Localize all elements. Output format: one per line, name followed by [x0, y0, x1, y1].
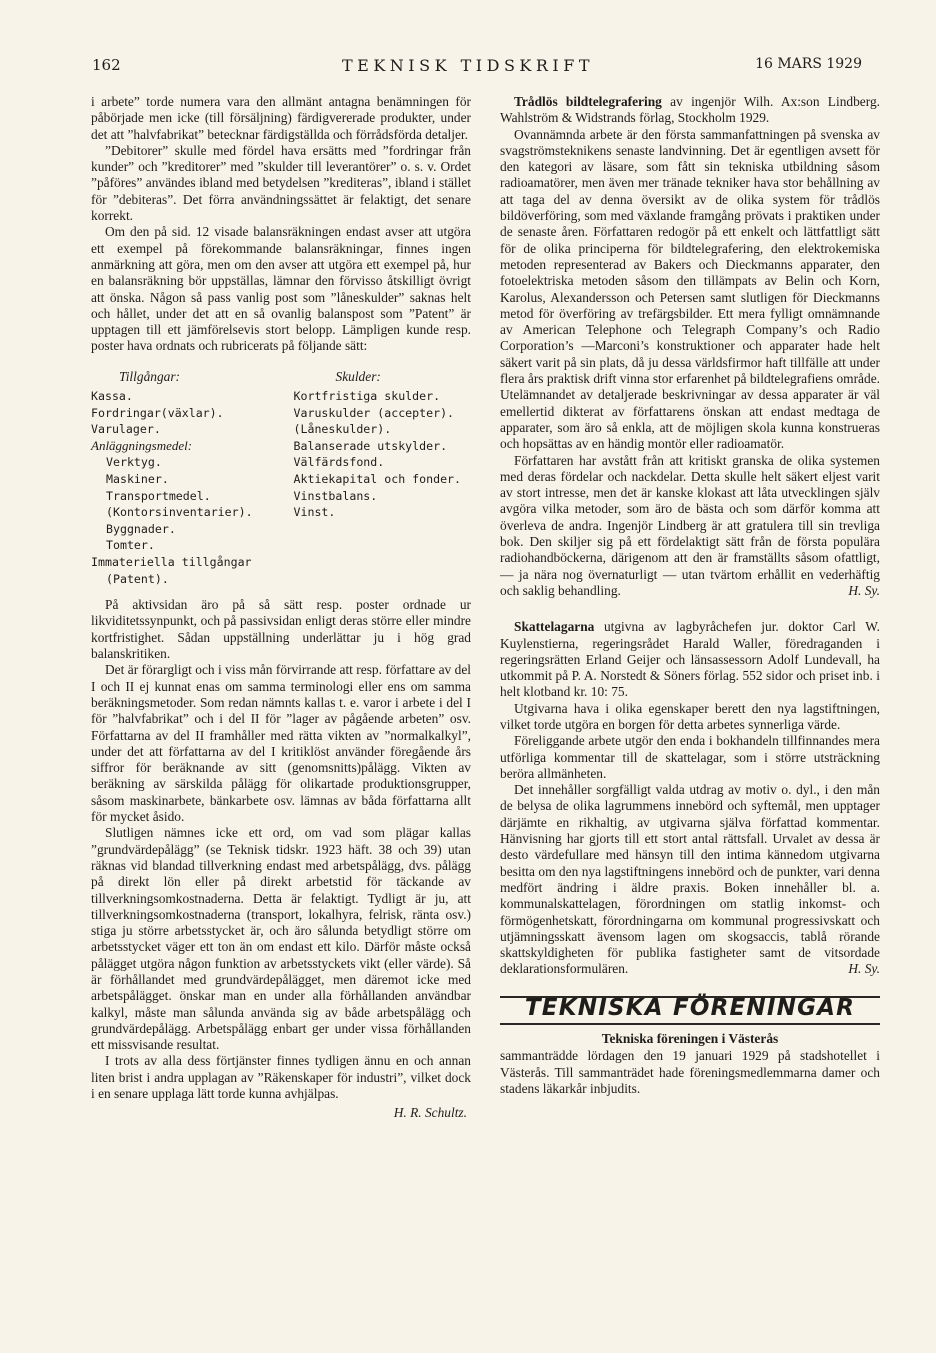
liability-item: Varuskulder (accepter). — [293, 405, 455, 420]
right-column — [500, 94, 880, 1097]
paragraph — [500, 453, 880, 600]
paragraph: sammanträdde lördagen den 19 januari 1929 på stadshotellet i Västerås. Till sammanträdet hade föreningsmedlemmarna damer och stadens läkarkår inbjudits. — [500, 1048, 880, 1096]
citation-text: av ingenjör Wilh. Ax:son Lindberg. Wahlström & Widstrands förlag, Stockholm 1929. — [500, 94, 880, 126]
liability-item: Vinstbalans. — [293, 488, 378, 503]
issue-date: 16 MARS 1929 — [755, 56, 862, 72]
asset-item: (Kontorsinventarier). — [106, 505, 253, 520]
paragraph: Det är förargligt och i viss mån förvirrande att resp. författare av del I och II ej kunnat enas om samma terminologi eller ens om samma beräkningsmetoder. Som redan nämnts kallas t. e. varor i arbete i del I för ”halvfabrikat” och i del II för ”lager av pågående arbeten” osv. Författarna av del II framhåller med rätta vikten av ”normalkalkyl”, under det att författarna av del I kritiklöst använder föregående års siffror för beräknande av sitt (genomsnitts)pålägg. Vikten av beräkning av särskilda pålägg för olikartade produktionsgrupper, såsom maskinarbete, bänkarbete osv. lämnas av båda författarna allt för mycket åsido. — [91, 662, 471, 825]
liability-item: Kortfristiga skulder. — [293, 389, 441, 404]
paragraph: Föreliggande arbete utgör den enda i bokhandeln tillfinnandes mera utförliga kommentar till de skattelagar, som i större utsträckning beröra allmänheten. — [500, 733, 880, 781]
paragraph: I trots av alla dess förtjänster finnes tydligen ännu en och annan liten brist i andra upplagan av ”Räkenskaper för industri”, vilket dock i en senare upplaga lätt torde kunna avhjälpas. — [91, 1053, 471, 1102]
liability-item: Aktiekapital och fonder. — [293, 472, 462, 487]
paragraph-text: Det innehåller sorgfälligt valda utdrag av motiv o. dyl., i den mån de belysa de olika lagrummens innebörd och syftemål, men upptager därjämte en rikhaltig, av utgivarna själva författad kommentar. Hänvisning har gjorts till ett stort antal rättsfall. Urvalet av dessa är desto värdefullare med hänsyn till den intima kännedom utgivarna besitta om den nya lagstiftningens innebörd och de punkter, vari denna medfört ändring i äldre praxis. Boken innehåller bl. a. kommunalskattelagen, förordningen om statlig inkomst- och förmögenhetskatt, förordningarna om kommunal progressivskatt och utjämningsskatt ävensom lagen om skogsaccis, tablå rörande skattskyldigheten för publika fastigheter samt de vitsordade deklarationsformulären. — [500, 782, 880, 977]
asset-item: Fordringar(växlar). — [91, 405, 224, 420]
paragraph: Utgivarna hava i olika egenskaper berett den nya lagstiftningen, vilket torde utgöra en borgen för detta arbetes synnerliga värde. — [500, 700, 880, 732]
paragraph-text: Författaren har avstått från att kritiskt granska de olika systemen med deras fördelar och nackdelar. Detta skulle helt säkert eljest varit av stort intresse, men det är kanske klokast att låta utvecklingen själv avgöra vilka metoder, som äro de bästa och som därför komma att överleva de andra. Ingenjör Lindberg är att gratulera till sin trevliga bok. Den skiljer sig på ett fördelaktigt sätt från de första populära radiohandböckerna, därigenom att den är framställts såsom ofattligt, — ja nära nog övernaturligt — utan tvärtom erhållit en vederhäftig och saklig behandling. — [500, 452, 880, 598]
paragraph: ”Debitorer” skulle med fördel hava ersätts med ”fordringar från kunder” och ”kreditorer” med ”skulder till leverantörer” o. s. v. Ordet ”påföres” användes ibland med betydelsen ”krediteras”, ibland i stället för ”debiteras”. Det förra användningssättet är felaktigt, det senare korrekt. — [91, 142, 471, 224]
asset-item: (Patent). — [106, 571, 169, 586]
paragraph: Om den på sid. 12 visade balansräkningen endast avser att utgöra ett exempel på förekommande balansräkningar, finnes ingen anmärkning att göra, men om den avser att utgöra ett exempel på, hur en balansräkning bör uppställas, lämnar den förvisso åtskilligt övrigt att önska. Någon så pass vanlig post som ”låneskulder” saknas helt och hållet, under det att en så ovanlig balanspost som ”Patent” är upptagen till ett jämförelsevis stort belopp. Lämpligen kunde resp. poster hava ordnats och rubricerats på följande sätt: — [91, 224, 471, 354]
asset-item: Varulager. — [91, 422, 161, 437]
liability-item: Balanserade utskylder. — [293, 438, 448, 453]
liabilities-heading: Skulder: — [335, 368, 381, 384]
paragraph — [500, 782, 880, 978]
journal-title: TEKNISK TIDSKRIFT — [342, 56, 594, 75]
assets-heading: Tillgångar: — [119, 368, 181, 384]
section-banner — [500, 996, 880, 1025]
asset-item: Transportmedel. — [106, 488, 211, 503]
asset-subheading: Anläggningsmedel: — [91, 437, 193, 453]
paragraph: Slutligen nämnes icke ett ord, om vad som plägar kallas ”grundvärdepålägg” (se Teknisk tidskr. 1923 häft. 38 och 39) utan räknas vid blandad tillverkning endast med arbetspålägg, dvs. pålägg på direkt lön eller på direkt arbetstid för täckande av tillverkningsomkostnaderna. Detta är felaktigt. Tydligt är ju, att tillverkningsomkostnaderna (transport, lokalhyra, felrisk, ränta osv.) stiga ju större arbetsstycket är, och äro sålunda betydligt större om arbetsstycket väger ett ton än om endast ett kilo. Därför måste också pålägget utgöra någon funktion av arbetsstyckets vikt (eller värde). Så är förhållandet med grundvärdepålägget, men däremot icke med arbetspålägget. önskar man en under alla förhållanden användbar kalkyl, måste man sålunda använda sig av både arbetspålägg och grundvärdepålägg. Arbetspålägg enbart ger under vissa förhållanden ett missvisande resultat. — [91, 825, 471, 1053]
asset-item: Immateriella tillgångar — [91, 554, 252, 569]
asset-item: Maskiner. — [106, 472, 169, 487]
reviewer-signature: H. Sy. — [848, 961, 880, 977]
liabilities-column — [269, 369, 472, 587]
asset-item: Byggnader. — [106, 521, 176, 536]
paragraph: Ovannämnda arbete är den första sammanfattningen på svenska av svagströmsteknikens senaste landvinning. Det är egentligen avsett för den kategori av läsare, som fått sin tekniska utbildning såsom radioamatörer, men även mer tränade tekniker hava stor behållning av att taga del av denna översikt av de olika system för trådlös bildöverföring, som med växlande framgång prövats i praktiken under de senaste åren. Författaren redogör på ett enkelt och lättfattligt sätt för de olika principerna för bildtelegrafering, den elektrokemiska metoden representerad av Bakers och Dieckmanns apparater, den fotoelektriska metoden såsom den tillämpats av Belin och Korn, Karolus, Alexandersson och Petersen samt slutligen för Dieckmanns metod för överföring av trefärgsbilder. Ett mera fylligt omnämnande av American Telephone och Telegraph Company’s och Radio Corporation’s —Marconi’s konstruktioner och apparater hade helt säkert varit på sin plats, då ju dessa världsfirmor haft tillfälle att under flera års praktisk drift vinna stor erfarenhet på bildtelegrafiens område. Utelämnandet av detaljerade beskrivningar av dessa apparater är väl emellertid dikterat av författarens önskan att endast medtaga de apparater, som äro så enkla, att de möjligen skola kunna konstrueras och hopsättas av en händig montör eller radioamatör. — [500, 126, 880, 452]
review-citation — [500, 94, 880, 127]
author-signature: H. R. Schultz. — [393, 1105, 467, 1121]
citation-text: utgivna av lagbyråchefen jur. doktor Carl W. Kuylenstierna, regeringsrådet Harald Waller, föredraganden i regeringsrätten Erland Geijer och länsassessorn Adolf Lundevall, ha utkommit på P. A. Norstedt & Söners förlag. 552 sidor och priset inb. i helt klotband kr. 10: 75. — [500, 619, 880, 700]
assets-column — [91, 369, 269, 587]
asset-item: Verktyg. — [106, 455, 162, 470]
subsection-heading: Tekniska föreningen i Västerås — [601, 1031, 779, 1047]
liability-item: (Låneskulder). — [293, 422, 392, 437]
section-heading: TEKNISKA FÖRENINGAR — [524, 994, 856, 1021]
book-title: Trådlös bildtelegrafering — [514, 94, 662, 109]
asset-item: Kassa. — [91, 389, 133, 404]
left-column — [91, 94, 471, 1122]
paragraph: På aktivsidan äro på så sätt resp. poster ordnade ur likviditetssynpunkt, och på passivsidan enligt deras större eller mindre kortfristighet. Sådan uppställning underlättar ju i hög grad balanskritiken. — [91, 597, 471, 662]
liability-item: Vinst. — [293, 505, 336, 520]
book-title: Skattelagarna — [514, 619, 595, 635]
review-citation — [500, 619, 880, 700]
asset-item: Tomter. — [106, 538, 155, 553]
balance-sheet — [91, 369, 471, 587]
page-number: 162 — [92, 56, 121, 74]
reviewer-signature: H. Sy. — [848, 582, 880, 598]
paragraph: i arbete” torde numera vara den allmänt antagna benämningen för påbörjade men icke (till försäljning) färdigvererade produkter, under det att ”halvfabrikat” betecknar färdigställda och förrådsförda detaljer. — [91, 94, 471, 142]
liability-item: Välfärdsfond. — [293, 455, 385, 470]
